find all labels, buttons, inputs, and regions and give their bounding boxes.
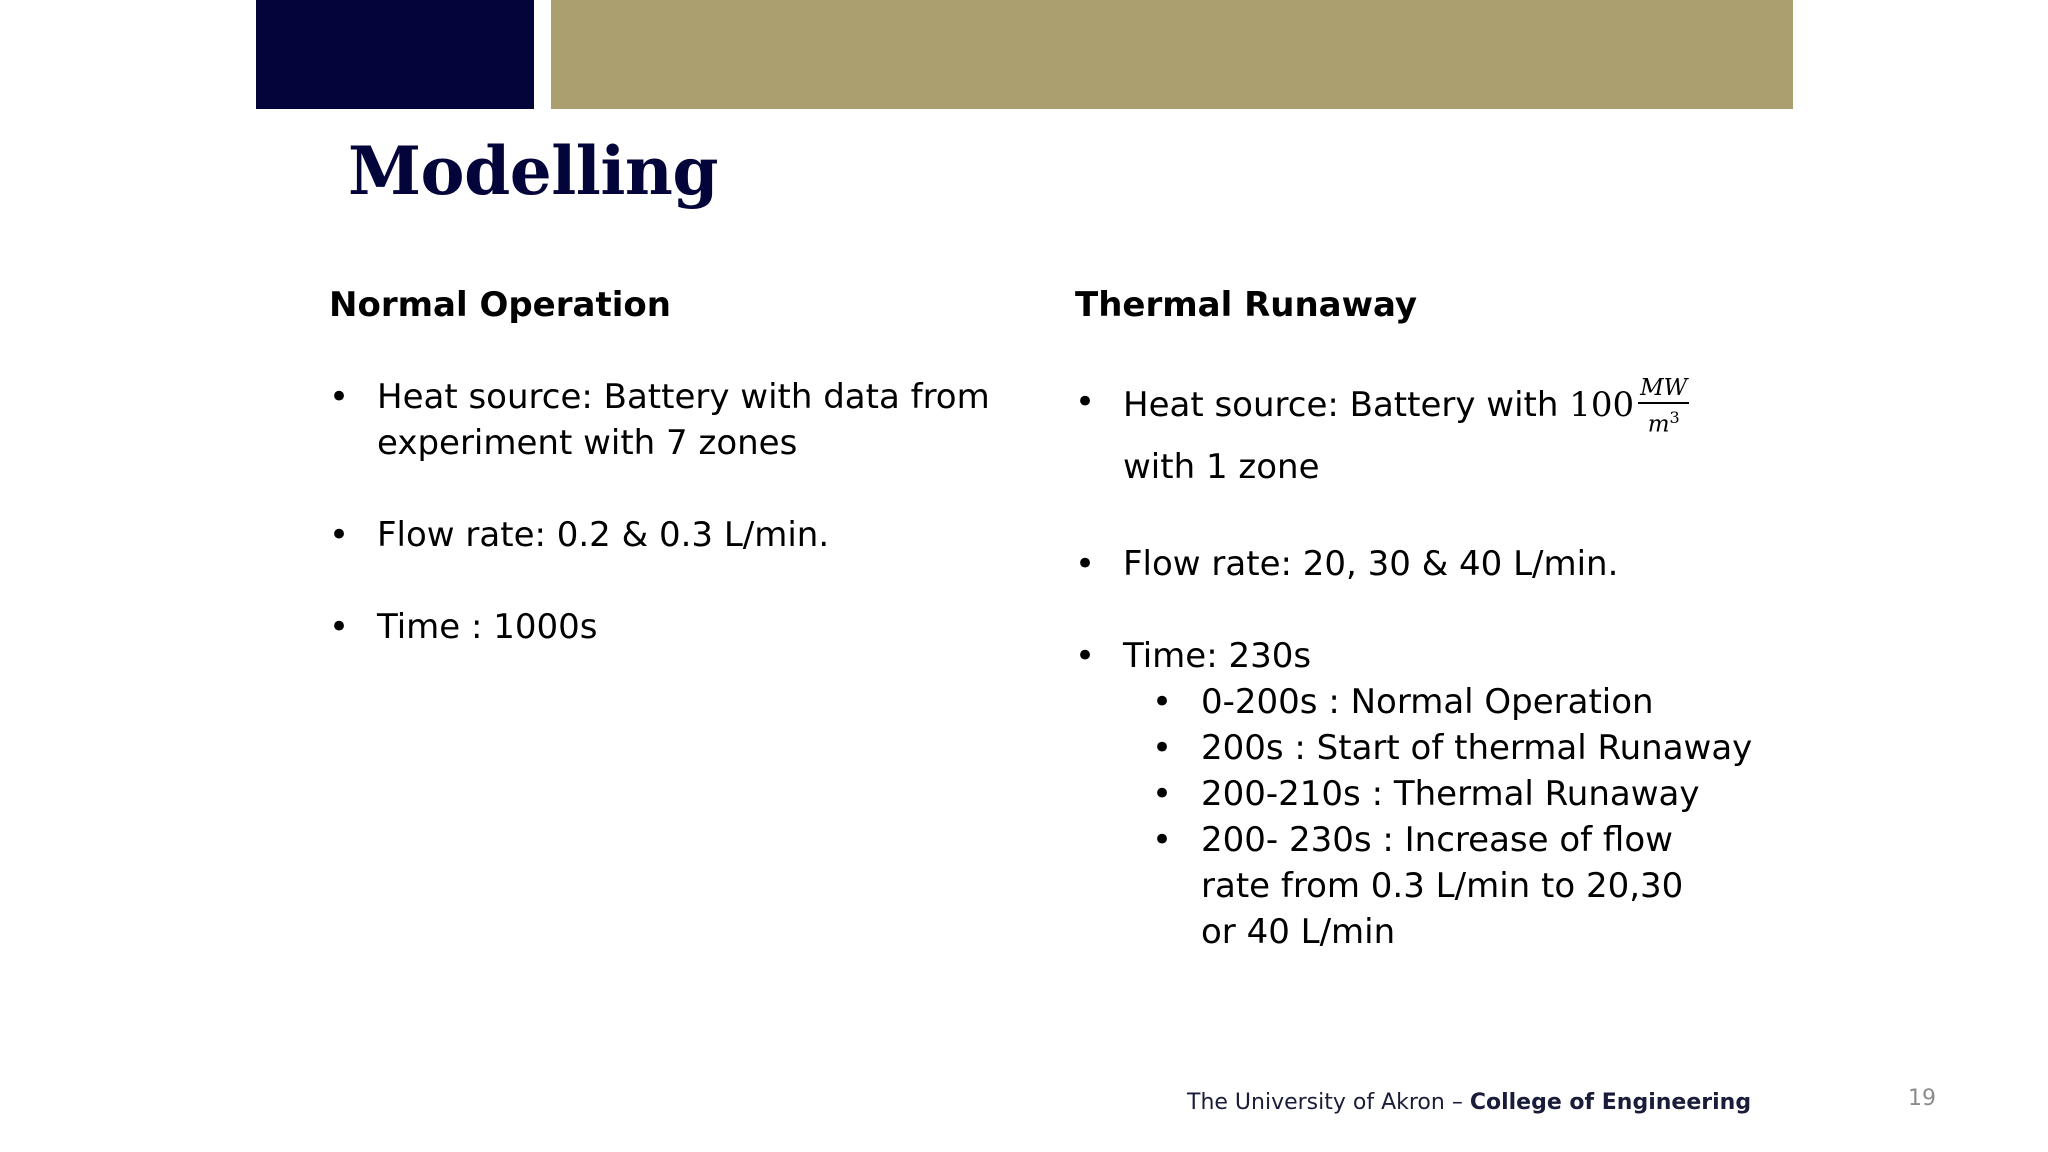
list-item-text: Flow rate: 0.2 & 0.3 L/min. (377, 515, 830, 555)
sub-list-item (1152, 771, 1775, 817)
sub-list-item-text: 200-210s : Thermal Runaway (1201, 773, 1700, 814)
heat-source-prefix: Heat source: Battery with (1123, 384, 1570, 425)
normal-operation-heading: Normal Operation (329, 285, 671, 325)
bullet-icon: • (1152, 819, 1173, 860)
thermal-runaway-column (1075, 282, 1775, 955)
list-item (1075, 541, 1775, 587)
list-item-text: Time : 1000s (377, 607, 598, 647)
unit-denominator: $m^3$ (1647, 408, 1680, 438)
list-item-text: Flow rate: 20, 30 & 40 L/min. (1123, 543, 1619, 584)
header-bar-navy (256, 0, 534, 109)
bullet-icon: • (1075, 382, 1096, 422)
bullet-icon: • (1075, 543, 1096, 584)
bullet-icon: • (1152, 773, 1173, 814)
footer-college: College of Engineering (1469, 1090, 1752, 1115)
normal-operation-column (329, 282, 1009, 696)
unit-fraction (1638, 374, 1689, 439)
bullet-icon: • (329, 377, 350, 417)
time-breakdown-list (1075, 679, 1775, 955)
header-bar-gold (551, 0, 1793, 109)
bullet-icon: • (1075, 635, 1096, 676)
list-item (1075, 374, 1775, 495)
sub-list-item (1152, 679, 1775, 725)
sub-list-item-text: 200- 230s : Increase of flow rate from 0.3 L/min to 20,30 or 40 L/min (1201, 819, 1684, 952)
sub-list-item-text: 200s : Start of thermal Runaway (1201, 727, 1753, 768)
sub-list-item-text: 0-200s : Normal Operation (1201, 681, 1654, 722)
bullet-icon: • (1152, 681, 1173, 722)
page-number: 19 (1908, 1086, 1936, 1111)
footer-separator: – (1444, 1090, 1470, 1115)
unit-exponent: 3 (1669, 408, 1680, 427)
list-item (329, 512, 1009, 558)
list-item-text: Heat source: Battery with data from experiment with 7 zones (377, 377, 990, 463)
footer-university: The University of Akron (1187, 1090, 1445, 1115)
bullet-icon: • (329, 515, 350, 555)
sub-list-item (1152, 817, 1721, 955)
list-item (329, 604, 1009, 650)
bullet-icon: • (329, 607, 350, 647)
slide-title: Modelling (348, 132, 719, 210)
list-item (1075, 633, 1775, 679)
unit-numerator: MW (1638, 374, 1689, 404)
heat-source-value: 100 (1569, 384, 1635, 425)
footer-institution (1187, 1088, 1751, 1118)
sub-list-item (1152, 725, 1775, 771)
heat-source-suffix: with 1 zone (1123, 446, 1320, 487)
thermal-runaway-heading: Thermal Runaway (1075, 285, 1418, 325)
list-item (329, 374, 1009, 466)
bullet-icon: • (1152, 727, 1173, 768)
list-item-text: Time: 230s (1123, 635, 1312, 676)
